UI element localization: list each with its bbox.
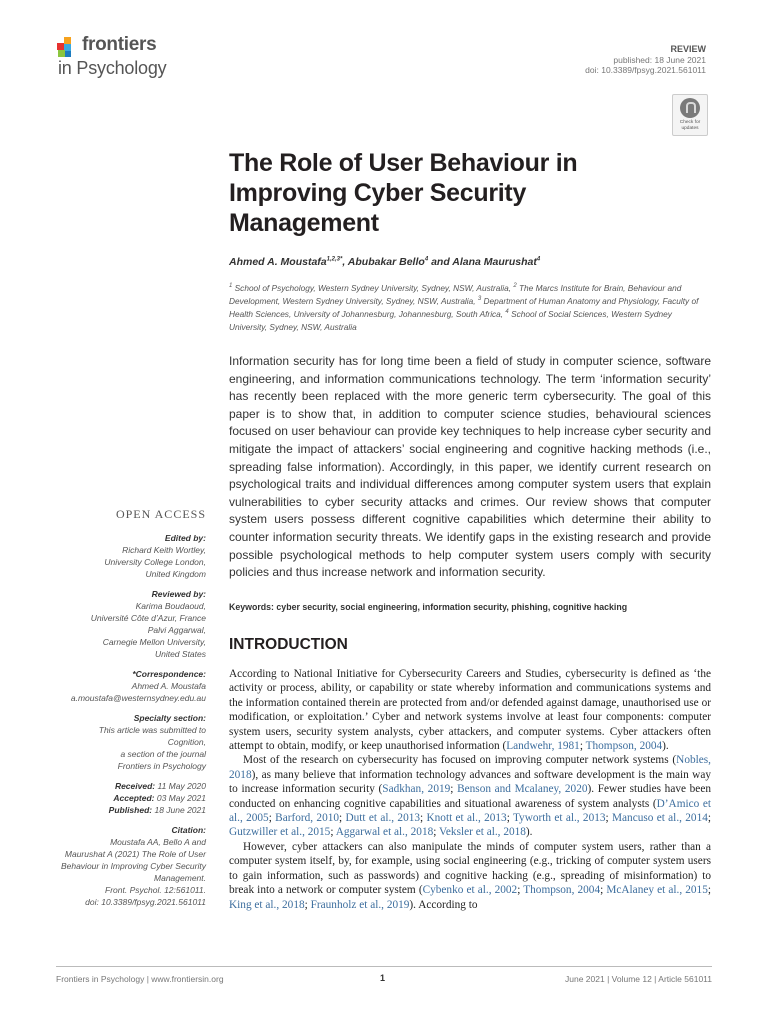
corresponding-mark: *: [339, 256, 343, 263]
body-text: ), as many believe that information technology advances and software development is the main way to increase information security (: [229, 768, 711, 796]
accepted-value: 03 May 2021: [154, 793, 206, 803]
citation-link[interactable]: Aggarwal et al., 2018: [335, 826, 434, 839]
citation-heading: Citation:: [171, 825, 206, 835]
doi-link[interactable]: doi: 10.3389/fpsyg.2021.561011: [585, 65, 706, 75]
body-text: ).: [662, 740, 669, 753]
author-name[interactable]: Abubakar Bello: [347, 256, 425, 268]
author-name[interactable]: Ahmed A. Moustafa: [229, 256, 327, 268]
citation-link[interactable]: Thompson, 2004: [523, 884, 601, 897]
author-list: [229, 256, 709, 268]
citation-doi-link[interactable]: doi: 10.3389/fpsyg.2021.561011: [85, 897, 206, 907]
body-text: ;: [600, 884, 607, 897]
logo-word-journal: in Psychology: [58, 58, 167, 78]
citation-line: Moustafa AA, Bello A and: [110, 837, 206, 847]
affil-text: School of Psychology, Western Sydney University, Sydney, NSW, Australia,: [232, 283, 514, 293]
reviewer-line: Carnegie Mellon University,: [102, 637, 206, 647]
article-type: REVIEW: [670, 44, 706, 54]
body-text: ;: [579, 740, 586, 753]
body-text: According to: [418, 898, 478, 911]
published-date-sidebar: [56, 804, 206, 816]
published-date: published: 18 June 2021: [613, 54, 706, 65]
specialty-line: Cognition,: [167, 737, 206, 747]
citation-line: Front. Psychol. 12:561011.: [105, 885, 206, 895]
affil-number: 4: [505, 309, 509, 316]
edited-by-heading: Edited by:: [164, 533, 206, 543]
citation-link[interactable]: Thompson, 2004: [585, 740, 663, 753]
editor-line[interactable]: Richard Keith Wortley,: [122, 545, 206, 555]
affil-number: 2: [513, 283, 517, 290]
journal-logo: [56, 34, 206, 82]
citation-link[interactable]: Veksler et al., 2018: [439, 826, 526, 839]
editor-line: University College London,: [104, 557, 206, 567]
citation-link[interactable]: Landwehr, 1981: [506, 740, 580, 753]
accepted-date: [56, 792, 206, 804]
body-text: However, cyber attackers can also manipulate the minds of computer system users, rather than a computer system itself, by, for example, using social engineering (e.g., tricking of computer system users to gain information, such as passwords) and cognitive hacking (e.g., spreading of misinformation) to break into a network or computer system (: [229, 840, 711, 897]
edited-by-group: [56, 532, 206, 580]
correspondence-heading: *Correspondence:: [132, 669, 206, 679]
published-value: 18 June 2021: [152, 805, 206, 815]
body-text: ;: [433, 826, 440, 839]
citation-link[interactable]: Fraunholz et al., 2019: [310, 898, 410, 911]
reviewed-by-heading: Reviewed by:: [151, 589, 206, 599]
paragraph: [229, 667, 711, 753]
correspondence-group: [56, 668, 206, 704]
citation-link[interactable]: D’Amico et al., 2005: [229, 797, 711, 825]
affil-number: 3: [477, 296, 482, 303]
citation-link[interactable]: Barford, 2010: [275, 812, 340, 825]
affil-text: The Marcs Institute for Brain, Behaviour and Development, Western Sydney University, Sydney, NSW, Australia,: [229, 283, 682, 306]
received-label: Received:: [114, 781, 156, 791]
logo-word-frontiers: frontiers: [82, 34, 157, 55]
body-text: ). Fewer studies have been conducted on enhancing cognitive capabilities and situational awareness of system analysts (: [229, 783, 711, 810]
specialty-line: a section of the journal: [120, 749, 206, 759]
keywords: Keywords: cyber security, social engineering, information security, phishing, cognitive hacking: [229, 602, 628, 612]
citation-line: Behaviour in Improving Cyber Security: [60, 861, 206, 871]
body-text: ;: [330, 826, 336, 839]
body-text: ;: [707, 812, 712, 825]
citation-link[interactable]: Gutzwiller et al., 2015: [229, 826, 331, 839]
body-text: ;: [450, 783, 458, 796]
citation-link[interactable]: Nobles, 2018: [229, 754, 711, 781]
specialty-group: [56, 712, 206, 772]
correspondence-name: Ahmed A. Moustafa: [131, 681, 206, 691]
crossmark-icon: [680, 98, 700, 118]
body-text: ;: [268, 812, 276, 825]
reviewer-line: Université Côte d’Azur, France: [90, 613, 206, 623]
body-text: ;: [605, 812, 612, 825]
received-date: [56, 780, 206, 792]
footer-issue-info: June 2021 | Volume 12 | Article 561011: [565, 974, 712, 984]
citation-link[interactable]: Sadkhan, 2019: [382, 783, 451, 796]
specialty-line: Frontiers in Psychology: [117, 761, 206, 771]
section-heading-introduction: INTRODUCTION: [229, 636, 348, 653]
article-sidebar: [56, 508, 206, 916]
author-separator: and: [428, 256, 453, 268]
reviewer-line[interactable]: Palvi Aggarwal,: [147, 625, 206, 635]
footer-divider: [56, 966, 712, 967]
citation-link[interactable]: Benson and Mcalaney, 2020: [457, 783, 588, 796]
body-text: ;: [339, 812, 346, 825]
check-for-updates-button[interactable]: [672, 94, 708, 136]
article-title: The Role of User Behaviour in Improving Cyber Security Management: [229, 149, 578, 237]
body-text: Most of the research on cybersecurity has focused on improving computer network systems (: [243, 754, 677, 767]
citation-group: [56, 824, 206, 908]
body-text: ;: [304, 898, 311, 911]
footer-journal-link[interactable]: Frontiers in Psychology | www.frontiersin.org: [56, 974, 224, 984]
affil-number: 1: [229, 283, 233, 290]
reviewed-by-group: [56, 588, 206, 660]
abstract: Information security has for long time been a field of study in computer science, software engineering, and information communications technology. The term ‘information security’ has recently been replaced with the more generic term cybersecurity. The goal of this paper is to show that, in addition to computer science studies, behavioural sciences focused on user behaviour can provide key techniques to help increase cyber security and mitigate the impact of attackers’ social engineering and cognitive hacking methods (i.e., spreading false information). Accordingly, in this paper, we identify current research on psychological traits and individual differences among computer system users that explain vulnerabilities to cyber security attacks and crimes. Our review shows that computer system users possess different cognitive capabilities which determine their ability to counter information security threats. We identify gaps in the existing research and provide possible psychological methods to help computer system users comply with security policies and thus increase network and information security.: [229, 354, 711, 580]
affil-text: School of Social Sciences, Western Sydney University, Sydney, NSW, Australia: [229, 309, 672, 332]
author-affil-sup: 4: [424, 256, 429, 263]
specialty-heading: Specialty section:: [133, 713, 206, 723]
author-separator: ,: [342, 256, 348, 268]
citation-line: Management.: [154, 873, 206, 883]
check-for-updates-label: Check for updates: [679, 120, 701, 131]
paragraph: [229, 840, 711, 912]
citation-link[interactable]: Knott et al., 2013: [426, 812, 507, 825]
citation-link[interactable]: McAlaney et al., 2015: [606, 884, 708, 897]
author-name[interactable]: Alana Maurushat: [452, 256, 537, 268]
body-text: ).: [409, 898, 419, 911]
received-value: 11 May 2020: [155, 781, 206, 791]
body-text: ;: [420, 812, 427, 825]
reviewer-line[interactable]: Karima Boudaoud,: [135, 601, 206, 611]
citation-link[interactable]: Tyworth et al., 2013: [512, 812, 606, 825]
reviewer-line: United States: [154, 649, 206, 659]
author-affil-sup: 4: [536, 256, 541, 263]
paragraph: [229, 753, 711, 839]
citation-link[interactable]: Mancuso et al., 2014: [611, 812, 708, 825]
citation-link[interactable]: Cybenko et al., 2002: [422, 884, 518, 897]
body-text: ;: [707, 884, 711, 897]
introduction-body: [229, 667, 711, 912]
editor-line: United Kingdom: [145, 569, 206, 579]
body-text: According to National Initiative for Cybersecurity Careers and Studies, cybersecurity is defined as ‘the activity or process, ability, or capability or state whereby information and communications systems and the information contained therein are protected from and/or defended against damage, unauthorised use or modification, or exploitation.’ Cyber and network systems involve at least four components: computer system users, security system analysts, cyber attackers, and computer systems. Cyber attackers often attempt to obtain, modify, or keep unauthorised information (: [229, 668, 711, 753]
citation-link[interactable]: Dutt et al., 2013: [345, 812, 421, 825]
accepted-label: Accepted:: [113, 793, 155, 803]
body-text: ;: [517, 884, 524, 897]
open-access-label: OPEN ACCESS: [115, 507, 206, 521]
dates-group: [56, 780, 206, 816]
affiliations: [229, 282, 711, 334]
body-text: ;: [506, 812, 513, 825]
author-affil-sup: 1,2,3: [326, 256, 340, 263]
frontiers-logo-icon: [56, 36, 78, 58]
citation-link[interactable]: King et al., 2018: [229, 898, 305, 911]
affil-text: Department of Human Anatomy and Physiology, Faculty of Health Sciences, University of Johannesburg, Johannesburg, South Africa,: [229, 296, 699, 319]
article-header-meta: [585, 44, 706, 76]
citation-line: Maurushat A (2021) The Role of User: [64, 849, 206, 859]
body-text: ).: [525, 826, 533, 839]
page-number: 1: [380, 973, 386, 983]
published-label: Published:: [108, 805, 153, 815]
correspondence-email-link[interactable]: a.moustafa@westernsydney.edu.au: [70, 693, 206, 703]
specialty-line: This article was submitted to: [98, 725, 206, 735]
